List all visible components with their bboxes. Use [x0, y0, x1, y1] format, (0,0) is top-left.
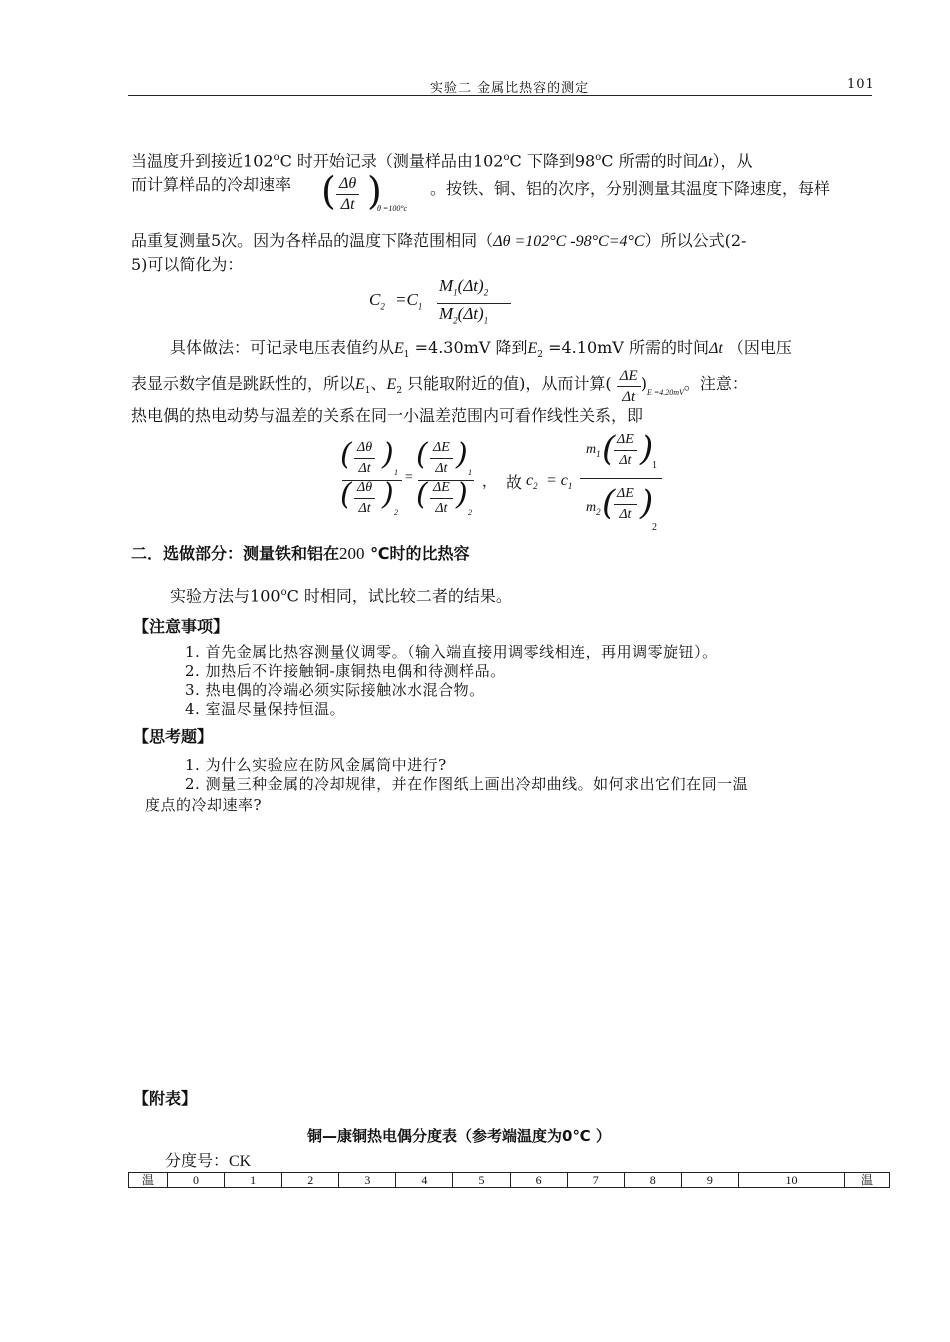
table-header-cell: 5: [453, 1173, 510, 1188]
table-header-cell: 10: [738, 1173, 844, 1188]
question-1: 1. 为什么实验应在防风金属筒中进行?: [185, 756, 447, 774]
para2-line2: 表显示数字值是跳跃性的，所以$E_1$、$E_2$ 只能取附近的值)，从而计算( $\frac{\Delta E}{\Delta t}$ )$_{E =4.20mV}$。注意：: [131, 368, 748, 405]
para1-line4: 5)可以简化为：: [131, 255, 244, 274]
table-header-cell: 0: [168, 1173, 225, 1188]
notes-item-4: 4. 室温尽量保持恒温。: [185, 700, 346, 718]
thermocouple-table: [128, 1172, 890, 1188]
notes-item-2: 2. 加热后不许接触铜-康铜热电偶和待测样品。: [185, 662, 506, 680]
table-header-cell: 6: [510, 1173, 567, 1188]
questions-title: 【思考题】: [133, 727, 214, 746]
page-number: 101: [847, 77, 875, 92]
section2-text: 实验方法与100$^o$C 时相同，试比较二者的结果。: [170, 586, 512, 606]
section2-title: 二．选做部分：测量铁和铝在200 ℃时的比热容: [131, 544, 470, 563]
table-header-cell: 温: [129, 1173, 168, 1188]
para1-line3: 品重复测量5次。因为各样品的温度下降范围相同（Δθ =102°C -98°C=4°C）所以公式(2-: [131, 231, 747, 250]
notes-item-3: 3. 热电偶的冷端必须实际接触冰水混合物。: [185, 681, 485, 699]
para1-line2: 而计算样品的冷却速率 ( $\frac{\Delta\theta}{\Delta t}$ ) θ =100°c 。按铁、铜、铝的次序，分别测量其温度下降速度，每样: [131, 169, 831, 213]
table-header-cell: 1: [225, 1173, 282, 1188]
notes-title: 【注意事项】: [133, 617, 230, 636]
para2-line3: 热电偶的热电动势与温差的关系在同一小温差范围内可看作线性关系，即: [131, 406, 644, 425]
question-2-line1: 2. 测量三种金属的冷却规律，并在作图纸上画出冷却曲线。如何求出它们在同一温: [185, 775, 749, 793]
para2-line1: 具体做法：可记录电压表值约从$E_1 =4.30mV$ 降到$E_2 =4.10mV$ 所需的时间Δt （因电压: [170, 338, 792, 361]
running-header-title: 实验二 金属比热容的测定: [430, 81, 590, 96]
appendix-title: 【附表】: [133, 1089, 198, 1108]
header-rule: [128, 95, 872, 96]
table-header-cell: 2: [282, 1173, 339, 1188]
notes-item-1: 1. 首先金属比热容测量仪调零。（输入端直接用调零线相连，再用调零旋钮）。: [185, 643, 718, 661]
para1-line1: 当温度升到接近102$^o$C 时开始记录（测量样品由102$^o$C 下降到98$^o$C 所需的时间Δt），从: [131, 151, 753, 171]
table-header-cell: 8: [624, 1173, 681, 1188]
table-header-cell: 9: [681, 1173, 738, 1188]
formula-linear: ( $\frac{\Delta\theta}{\Delta t}$ ) 1 ( $\frac{\Delta\theta}{\Delta t}$ ) 2 = ( $\frac{\Delta E}{\Delta t}$ ) 1 ( $\frac{\Delta E}{\Delta t}$ ) 2 ， 故 $c_2$ = $c_1$ $m_1$ ( $\frac{\Delta E}{\Delta t}$ ) 1 $m_2$ ( $\frac{\Delta E}{\Delta t}$ ) 2: [340, 430, 680, 538]
table-header-cell: 3: [339, 1173, 396, 1188]
table-header-cell: 4: [396, 1173, 453, 1188]
table-header-row: [129, 1173, 890, 1188]
index-label: 分度号：CK: [165, 1153, 252, 1170]
question-2-line2: 度点的冷却速率?: [145, 796, 263, 814]
table-title: 铜—康铜热电偶分度表（参考端温度为0℃ ）: [307, 1127, 611, 1145]
table-header-cell: 7: [567, 1173, 624, 1188]
table-header-cell: 温: [845, 1173, 890, 1188]
formula-c2: $C_2$ $=C_1$ $M_1(\Delta t)_2$ $M_2(\Delta t)_1$: [369, 276, 519, 332]
